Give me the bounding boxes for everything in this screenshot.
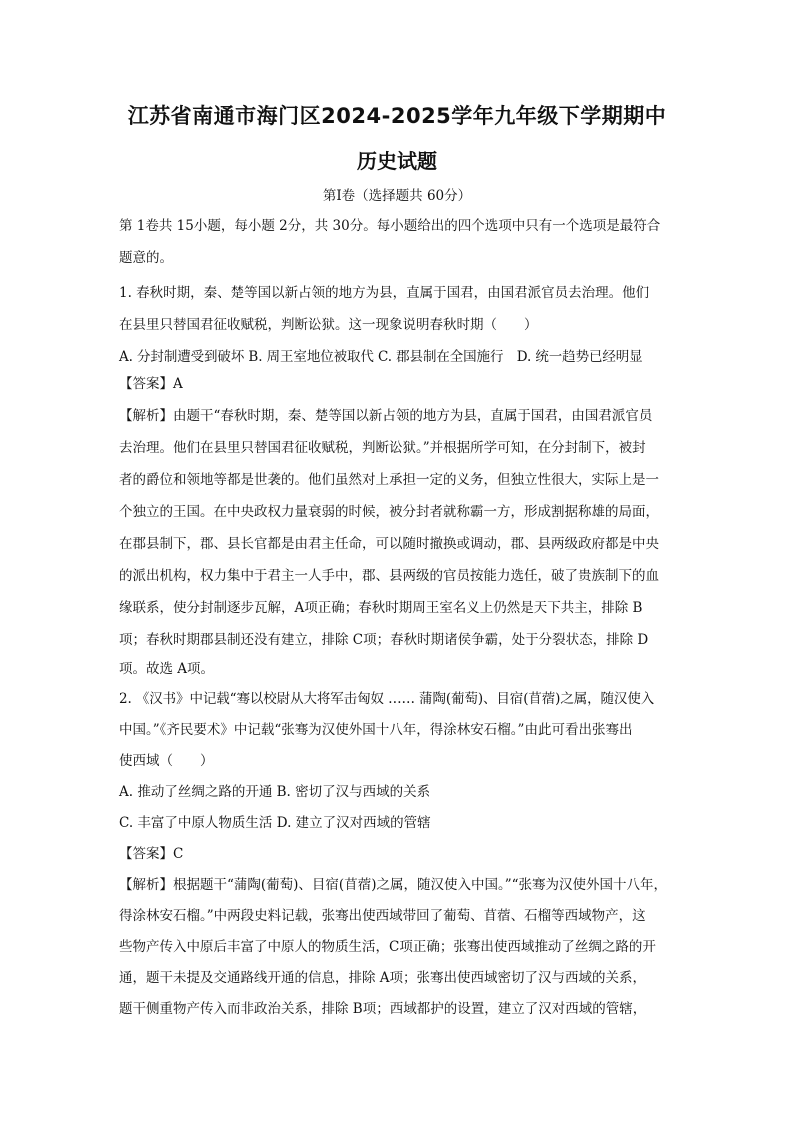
- answer-line: 【答案】C: [119, 846, 184, 862]
- text-line: 题意的。: [119, 250, 173, 266]
- text-line: 得涂林安石榴。”中两段史料记载，张骞出使西域带回了葡萄、苜蓿、石榴等西域物产，这: [119, 908, 646, 924]
- text-line: 第 1卷共 15小题，每小题 2分，共 30分。每小题给出的四个选项中只有一个选项是最符合: [119, 218, 661, 234]
- text-line: 缘联系，使分封制逐步瓦解，A项正确；春秋时期周王室名义上仍然是天下共主，排除 B: [119, 600, 643, 616]
- text-line: 2. 《汉书》中记载“骞以校尉从大将军击匈奴 …… 蒲陶(葡萄)、目宿(苜蓿)之属，随汉使入: [119, 691, 655, 707]
- text-line: 项；春秋时期郡县制还没有建立，排除 C项；春秋时期诸侯争霸，处于分裂状态，排除 D: [119, 632, 649, 648]
- section-heading: 第Ⅰ卷（选择题共 60分）: [322, 188, 472, 204]
- text-line: 的派出机构，权力集中于君主一人手中，郡、县两级的官员按能力选任，破了贵族制下的血: [119, 568, 659, 584]
- text-line: 【解析】由题干“春秋时期，秦、楚等国以新占领的地方为县，直属于国君，由国君派官员: [119, 408, 653, 424]
- text-line: 去治理。他们在县里只替国君征收赋税，判断讼狱。”并根据所学可知，在分封制下，被封: [119, 440, 646, 456]
- answer-line: 【答案】A: [119, 376, 183, 392]
- text-line: 些物产传入中原后丰富了中原人的物质生活，C项正确；张骞出使西域推动了丝绸之路的开: [119, 939, 656, 955]
- text-line: 通，题干未提及交通路线开通的信息，排除 A项；张骞出使西域密切了汉与西域的关系，: [119, 970, 647, 986]
- text-line: 使西域（ ）: [119, 753, 214, 769]
- text-line: 中国。”《齐民要术》中记载“张骞为汉使外国十八年，得涂林安石榴。”由此可看出张骞出: [119, 722, 633, 738]
- document-title: 江苏省南通市海门区2024-2025学年九年级下学期期中: [127, 104, 667, 128]
- text-line: 在县里只替国君征收赋税，判断讼狱。这一现象说明春秋时期（ ）: [119, 317, 538, 333]
- text-line: 个独立的王国。在中央政权力量衰弱的时候，被分封者就称霸一方，形成割据称雄的局面，: [119, 504, 659, 520]
- text-line: 1. 春秋时期，秦、楚等国以新占领的地方为县，直属于国君，由国君派官员去治理。他们: [119, 285, 650, 301]
- text-line: C. 丰富了中原人物质生活 D. 建立了汉对西域的管辖: [119, 815, 431, 831]
- text-line: 者的爵位和领地等都是世袭的。他们虽然对上承担一定的义务，但独立性很大，实际上是一: [119, 472, 659, 488]
- text-line: 题干侧重物产传入而非政治关系，排除 B项；西域都护的设置，建立了汉对西域的管辖，: [119, 1001, 647, 1017]
- text-line: A. 推动了丝绸之路的开通 B. 密切了汉与西域的关系: [119, 784, 431, 800]
- text-line: 【解析】根据题干“蒲陶(葡萄)、目宿(苜蓿)之属，随汉使入中国。”“张骞为汉使外国十八年，: [119, 877, 668, 893]
- document-subtitle: 历史试题: [357, 149, 437, 173]
- text-line: A. 分封制遭受到破坏 B. 周王室地位被取代 C. 郡县制在全国施行 D. 统一趋势已经明显: [119, 349, 643, 365]
- text-line: 在郡县制下，郡、县长官都是由君主任命，可以随时撤换或调动，郡、县两级政府都是中央: [119, 536, 659, 552]
- text-line: 项。故选 A项。: [119, 661, 215, 677]
